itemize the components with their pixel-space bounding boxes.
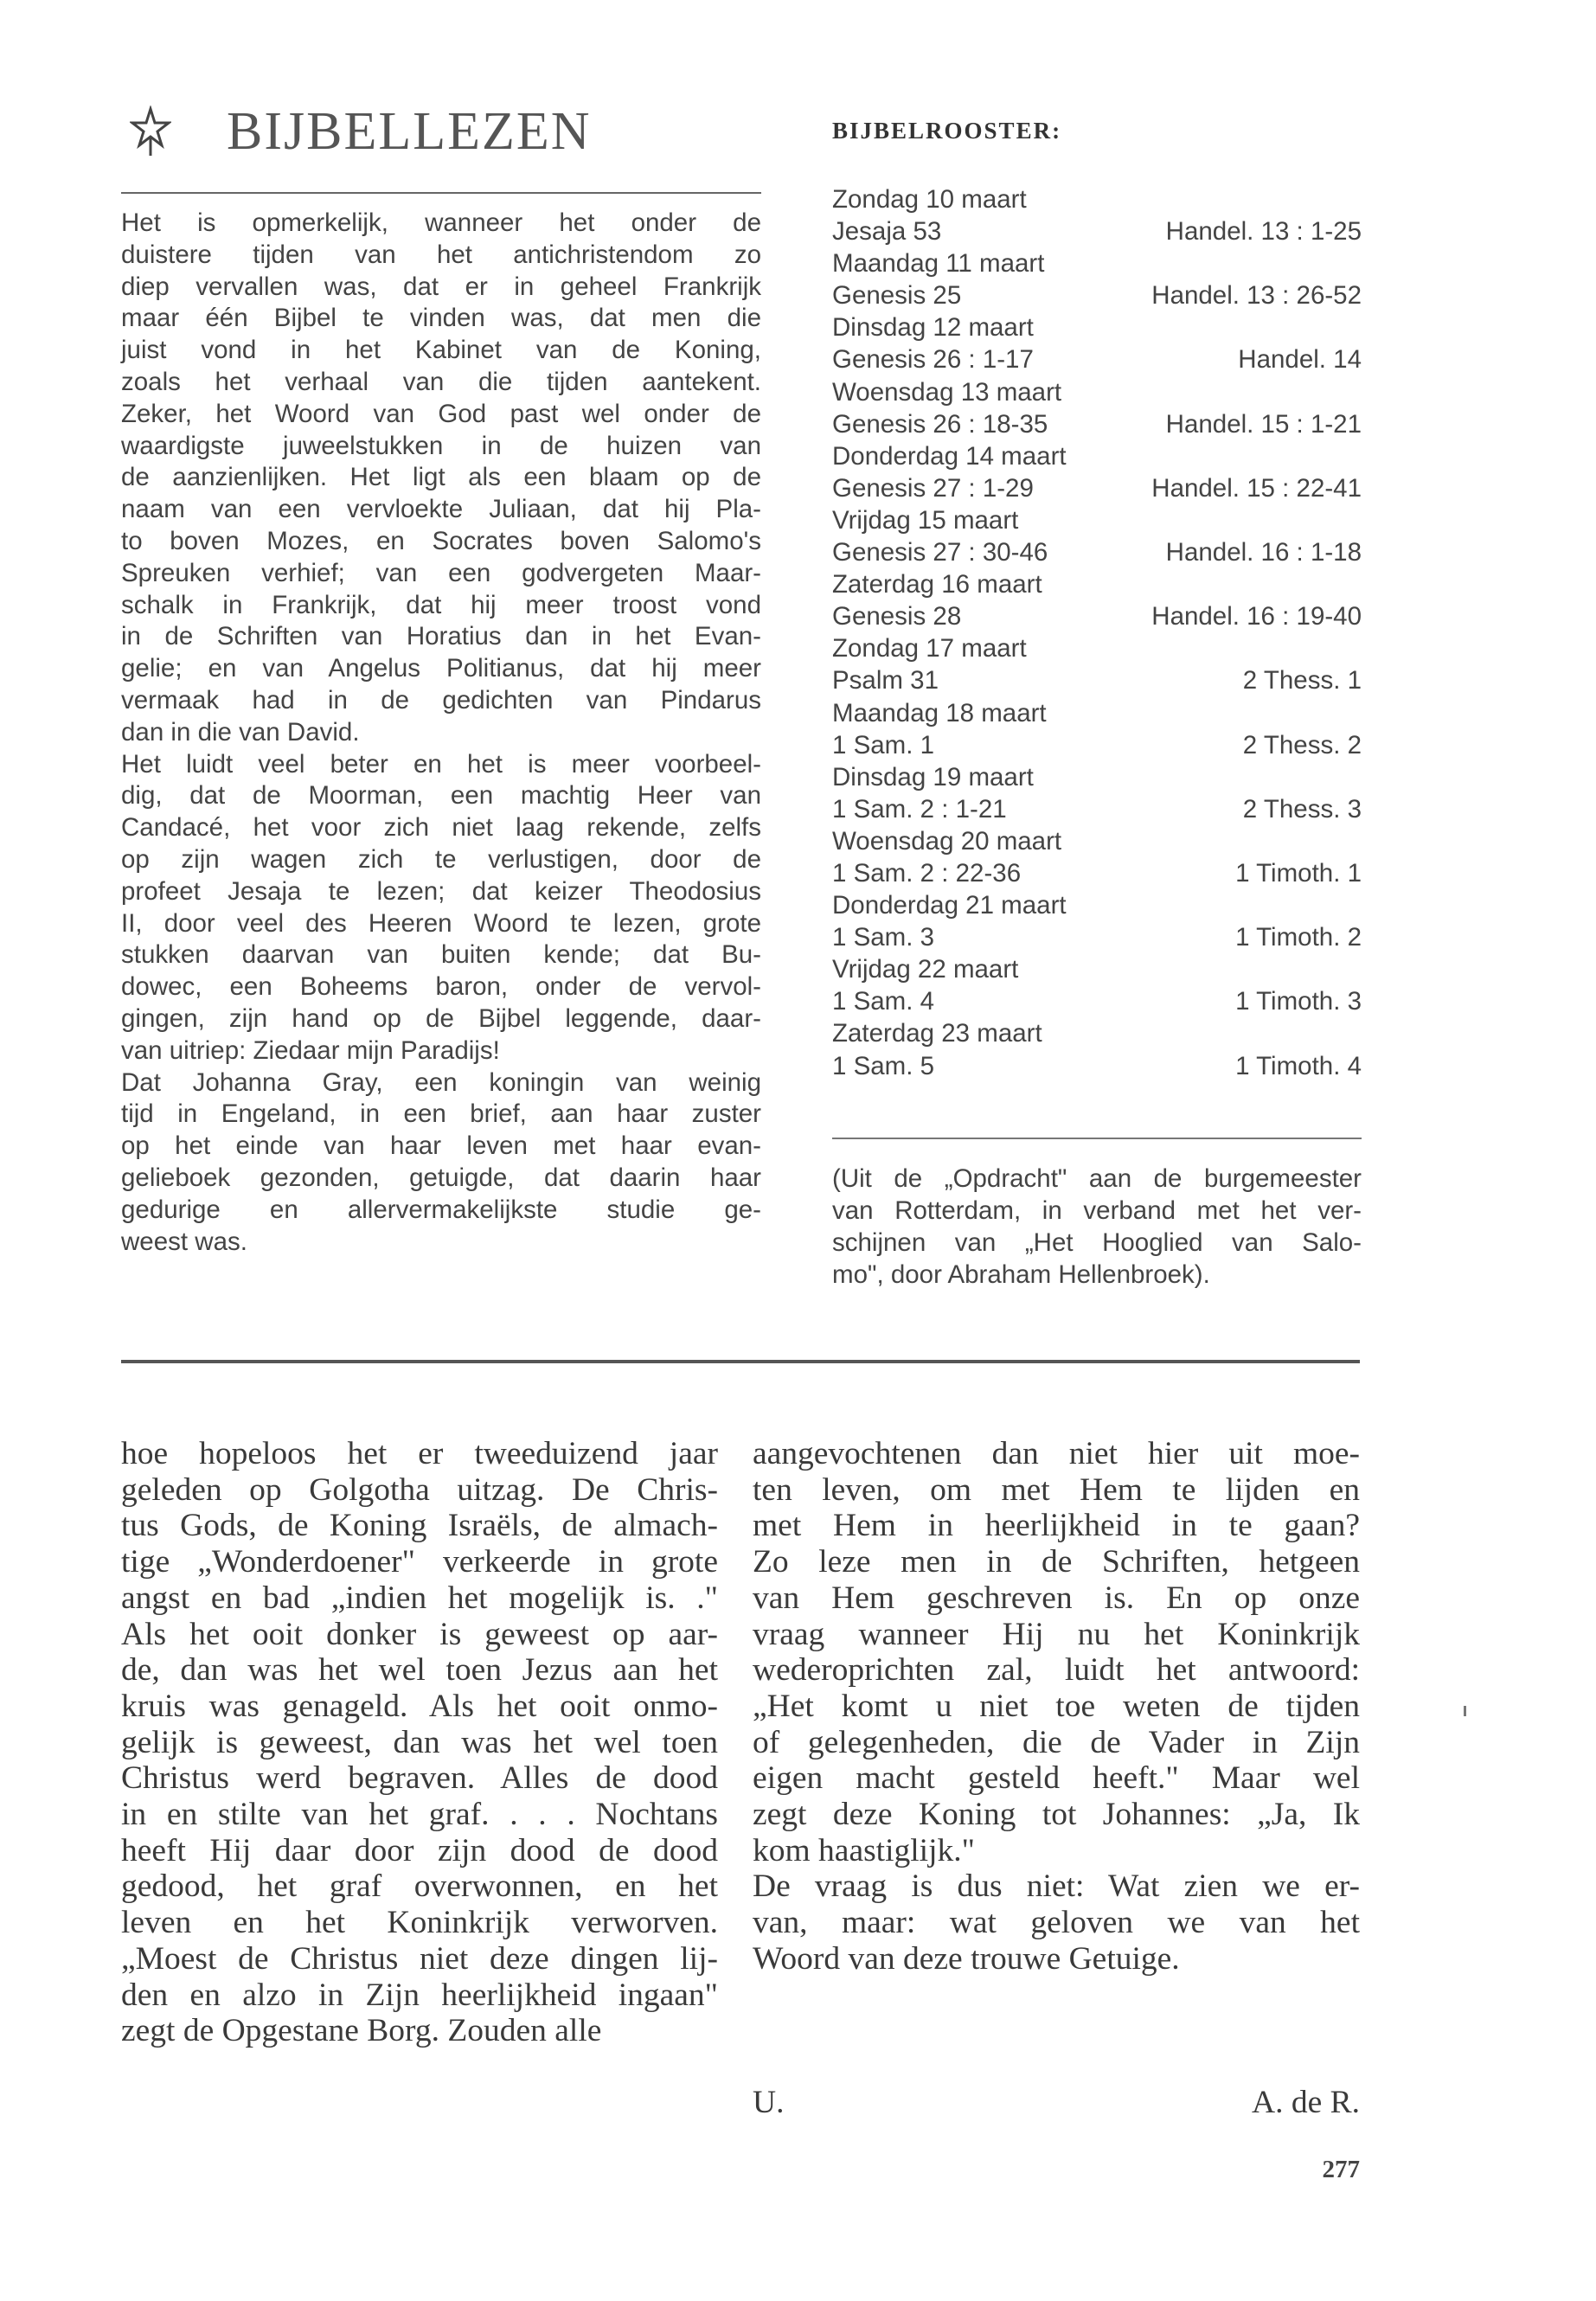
page-number: 277 [1322, 2156, 1360, 2183]
text-line: gelie; en van Angelus Politianus, dat hij meer [121, 654, 761, 683]
schedule-day: Zaterdag 23 maart [832, 1019, 1042, 1048]
text-line: de, dan was het wel toen Jezus aan het [121, 1652, 718, 1689]
text-line: „Moest de Christus niet deze dingen lij- [121, 1940, 718, 1977]
text-line: zegt de Opgestane Borg. Zouden alle [121, 2013, 602, 2049]
text-line: van Hem geschreven is. En op onze [753, 1580, 1360, 1616]
new-testament-reading: Handel. 16 : 19-40 [1151, 602, 1362, 631]
new-testament-reading: Handel. 16 : 1-18 [1165, 538, 1362, 567]
text-line: van uitriep: Ziedaar mijn Paradijs! [121, 1035, 500, 1065]
text-line: tijd in Engeland, in een brief, aan haar zuster [121, 1099, 761, 1129]
old-testament-reading: 1 Sam. 4 [832, 987, 935, 1016]
schedule-readings [832, 664, 1362, 696]
text-line: kruis was genageld. Als het ooit onmo- [121, 1688, 718, 1724]
text-line: schijnen van „Het Hooglied van Salo- [832, 1228, 1362, 1258]
text-line: tige „Wonderdoener" verkeerde in grote [121, 1544, 718, 1580]
schedule-readings [832, 793, 1362, 825]
text-line: zegt deze Koning tot Johannes: „Ja, Ik [753, 1797, 1360, 1833]
paragraph [121, 208, 761, 749]
old-testament-reading: Genesis 28 [832, 602, 962, 631]
paragraph [121, 1067, 761, 1259]
text-line: Zo leze men in de Schriften, hetgeen [753, 1544, 1360, 1580]
old-testament-reading: Genesis 26 : 18-35 [832, 409, 1048, 439]
new-testament-reading: 1 Timoth. 1 [1235, 858, 1362, 888]
text-line: gedurige en allervermakelijkste studie ge- [121, 1195, 761, 1224]
meditation-left-column [121, 1436, 718, 2049]
text-line: gelijk is geweest, dan was het wel toen [121, 1724, 718, 1760]
text-line: Woord van deze trouwe Getuige. [753, 1940, 1180, 1977]
schedule-day: Maandag 11 maart [832, 249, 1045, 279]
text-line: den en alzo in Zijn heerlijkheid ingaan" [121, 1977, 718, 2013]
schedule-day: Vrijdag 15 maart [832, 505, 1019, 535]
schedule-day: Vrijdag 22 maart [832, 955, 1019, 984]
text-line: kom haastiglijk." [753, 1832, 975, 1868]
text-line: (Uit de „Opdracht" aan de burgemeester [832, 1164, 1362, 1193]
article-body [121, 208, 761, 1258]
old-testament-reading: Genesis 26 : 1-17 [832, 345, 1034, 375]
signature-author: A. de R. [1252, 2085, 1360, 2120]
schedule-divider [832, 1138, 1362, 1139]
new-testament-reading: 2 Thess. 2 [1242, 730, 1362, 760]
text-line: Dat Johanna Gray, een koningin van weinig [121, 1067, 761, 1097]
text-line: heeft Hij daar door zijn dood de dood [121, 1832, 718, 1868]
title-divider [121, 192, 761, 194]
text-line: ten leven, om met Hem te lijden en [753, 1471, 1360, 1508]
schedule-day: Maandag 18 maart [832, 698, 1047, 727]
text-line: geleden op Golgotha uitzag. De Chris- [121, 1471, 718, 1508]
text-line: Christus werd begraven. Alles de dood [121, 1760, 718, 1797]
text-line: vraag wanneer Hij nu het Koninkrijk [753, 1616, 1360, 1652]
schedule-day: Donderdag 21 maart [832, 891, 1067, 920]
schedule-readings [832, 408, 1362, 440]
new-testament-reading: 1 Timoth. 4 [1235, 1051, 1362, 1080]
schedule-readings [832, 600, 1362, 632]
new-testament-reading: 2 Thess. 3 [1242, 794, 1362, 824]
star-icon [130, 106, 171, 157]
text-line: of gelegenheden, die de Vader in Zijn [753, 1724, 1360, 1760]
text-line: mo", door Abraham Hellenbroek). [832, 1260, 1210, 1290]
text-line: de aanzienlijken. Het ligt als een blaam op de [121, 463, 761, 492]
text-line: hoe hopeloos het er tweeduizend jaar [121, 1436, 718, 1471]
text-line: maar één Bijbel te vinden was, dat men die [121, 304, 761, 333]
schedule-readings [832, 536, 1362, 568]
stray-mark [1464, 1706, 1466, 1716]
schedule-day: Dinsdag 12 maart [832, 313, 1034, 343]
schedule-readings [832, 343, 1362, 375]
text-line: wederoprichten zal, luidt het antwoord: [753, 1652, 1360, 1689]
text-line: De vraag is dus niet: Wat zien we er- [753, 1868, 1360, 1905]
schedule-readings [832, 215, 1362, 247]
old-testament-reading: 1 Sam. 2 : 22-36 [832, 858, 1022, 888]
meditation-right-column [753, 1436, 1360, 1977]
new-testament-reading: Handel. 15 : 1-21 [1165, 409, 1362, 439]
old-testament-reading: 1 Sam. 3 [832, 923, 935, 952]
text-line: Het is opmerkelijk, wanneer het onder de [121, 208, 761, 237]
schedule-day: Zondag 17 maart [832, 634, 1027, 663]
text-line: op het einde van haar leven met haar evan- [121, 1131, 761, 1161]
text-line: vermaak had in de gedichten van Pindarus [121, 685, 761, 715]
text-line: van Rotterdam, in verband met het ver- [832, 1196, 1362, 1226]
paragraph [832, 1163, 1362, 1291]
old-testament-reading: 1 Sam. 1 [832, 730, 935, 760]
schedule-day: Woensdag 13 maart [832, 377, 1062, 407]
schedule-day: Donderdag 14 maart [832, 441, 1067, 471]
text-line: Candacé, het voor zich niet laag rekende, zelfs [121, 813, 761, 843]
text-line: van, maar: wat geloven we van het [753, 1905, 1360, 1941]
text-line: „Het komt u niet toe weten de tijden [753, 1688, 1360, 1724]
text-line: profeet Jesaja te lezen; dat keizer Theodosius [121, 876, 761, 906]
schedule-readings [832, 729, 1362, 761]
text-line: weest was. [121, 1227, 247, 1256]
old-testament-reading: 1 Sam. 2 : 1-21 [832, 794, 1007, 824]
rooster-title: BIJBELROOSTER: [832, 118, 1062, 144]
text-line: tus Gods, de Koning Israëls, de almach- [121, 1508, 718, 1544]
text-line: waardigste juweelstukken in de huizen van [121, 431, 761, 460]
text-line: schalk in Frankrijk, dat hij meer troost vond [121, 590, 761, 619]
schedule-readings [832, 279, 1362, 311]
old-testament-reading: Psalm 31 [832, 666, 939, 695]
text-line: Spreuken verhief; van een godvergeten Maar- [121, 558, 761, 587]
text-line: Als het ooit donker is geweest op aar- [121, 1616, 718, 1652]
bible-schedule [832, 183, 1362, 1082]
text-line: diep vervallen was, dat er in geheel Frankrijk [121, 272, 761, 301]
text-line: leven en het Koninkrijk verworven. [121, 1905, 718, 1941]
schedule-readings [832, 921, 1362, 953]
old-testament-reading: Genesis 27 : 30-46 [832, 538, 1048, 567]
signature-line [753, 2085, 1360, 2121]
schedule-readings [832, 857, 1362, 889]
paragraph [121, 1436, 718, 2049]
section-divider [121, 1360, 1360, 1363]
new-testament-reading: Handel. 13 : 26-52 [1151, 281, 1362, 311]
text-line: II, door veel des Heeren Woord te lezen, grote [121, 908, 761, 938]
text-line: stukken daarvan van buiten kende; dat Bu- [121, 940, 761, 970]
source-note [832, 1163, 1362, 1291]
text-line: op zijn wagen zich te verlustigen, door de [121, 844, 761, 874]
old-testament-reading: 1 Sam. 5 [832, 1051, 935, 1080]
text-line: in en stilte van het graf. . . . Nochtans [121, 1797, 718, 1833]
text-line: in de Schriften van Horatius dan in het Evan- [121, 622, 761, 651]
text-line: met Hem in heerlijkheid in te gaan? [753, 1508, 1360, 1544]
old-testament-reading: Genesis 27 : 1-29 [832, 473, 1034, 503]
text-line: naam van een vervloekte Juliaan, dat hij Pla- [121, 495, 761, 524]
text-line: dig, dat de Moorman, een machtig Heer van [121, 781, 761, 811]
text-line: dowec, een Boheems baron, onder de vervol- [121, 972, 761, 1002]
text-line: to boven Mozes, en Socrates boven Salomo's [121, 526, 761, 555]
paragraph [121, 749, 761, 1067]
text-line: eigen macht gesteld heeft." Maar wel [753, 1760, 1360, 1797]
text-line: juist vond in het Kabinet van de Koning, [121, 336, 761, 365]
new-testament-reading: 1 Timoth. 3 [1235, 987, 1362, 1016]
schedule-readings [832, 472, 1362, 504]
schedule-day: Zaterdag 16 maart [832, 570, 1042, 599]
page-title: BIJBELLEZEN [227, 102, 592, 161]
old-testament-reading: Genesis 25 [832, 281, 962, 311]
text-line: aangevochtenen dan niet hier uit moe- [753, 1436, 1360, 1471]
paragraph [753, 1868, 1360, 1977]
schedule-readings [832, 1050, 1362, 1082]
text-line: gingen, zijn hand op de Bijbel leggende, daar- [121, 1003, 761, 1033]
text-line: Het luidt veel beter en het is meer voorbeel- [121, 749, 761, 779]
paragraph [753, 1436, 1360, 1868]
text-line: gelieboek gezonden, getuigde, dat daarin haar [121, 1163, 761, 1192]
new-testament-reading: Handel. 14 [1238, 345, 1362, 375]
text-line: gedood, het graf overwonnen, en het [121, 1868, 718, 1905]
old-testament-reading: Jesaja 53 [832, 217, 942, 247]
schedule-day: Dinsdag 19 maart [832, 762, 1034, 792]
new-testament-reading: Handel. 15 : 22-41 [1151, 473, 1362, 503]
signature-left: U. [753, 2085, 785, 2120]
text-line: angst en bad „indien het mogelijk is. ." [121, 1580, 718, 1616]
text-line: dan in die van David. [121, 717, 360, 747]
schedule-readings [832, 985, 1362, 1017]
new-testament-reading: Handel. 13 : 1-25 [1165, 217, 1362, 247]
schedule-day: Zondag 10 maart [832, 185, 1027, 214]
new-testament-reading: 1 Timoth. 2 [1235, 923, 1362, 952]
text-line: duistere tijden van het antichristendom zo [121, 240, 761, 269]
text-line: zoals het verhaal van die tijden aantekent. [121, 367, 761, 396]
text-line: Zeker, het Woord van God past wel onder de [121, 399, 761, 428]
new-testament-reading: 2 Thess. 1 [1242, 666, 1362, 695]
schedule-day: Woensdag 20 maart [832, 826, 1062, 856]
